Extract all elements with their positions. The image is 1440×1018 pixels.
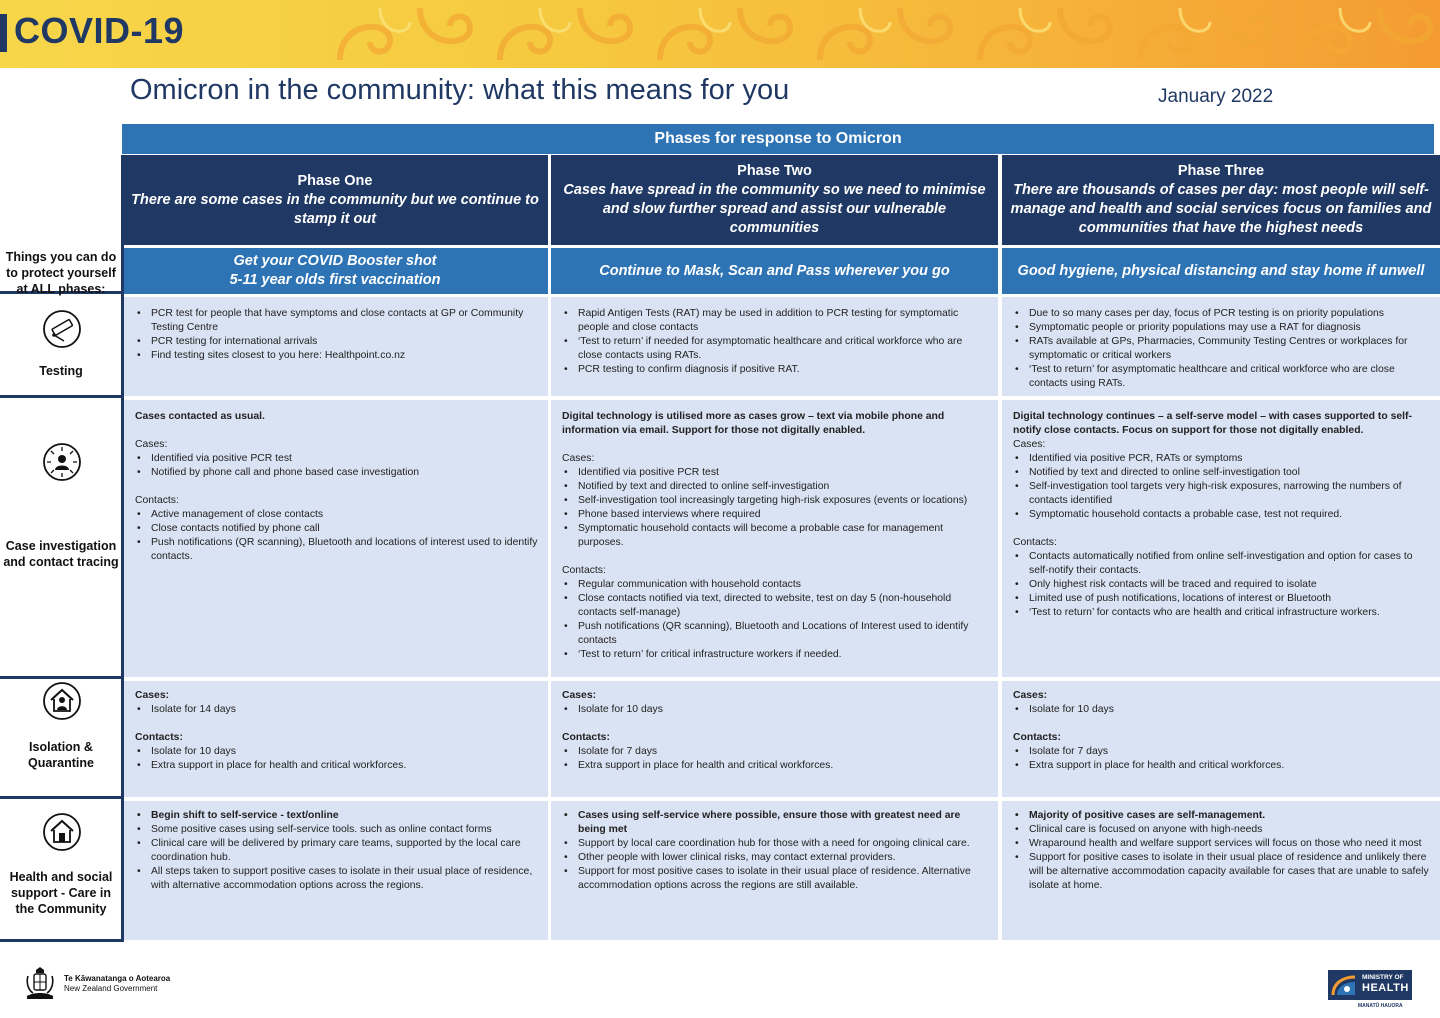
list-item: • Symptomatic people or priority populations may use a RAT for diagnosis bbox=[1013, 321, 1430, 335]
list-item: • ‘Test to return’ for critical infrastructure workers if needed. bbox=[562, 648, 988, 662]
list-item: • Isolate for 10 days bbox=[1013, 703, 1430, 717]
row-label-testing bbox=[0, 297, 122, 398]
list-item: • PCR testing to confirm diagnosis if positive RAT. bbox=[562, 363, 988, 377]
testing-phase-three bbox=[1002, 297, 1440, 396]
phase-three-header bbox=[1002, 155, 1440, 245]
row-label-case-investigation bbox=[0, 398, 122, 679]
list-item: • Rapid Antigen Tests (RAT) may be used in addition to PCR testing for symptomatic people and close contacts bbox=[562, 307, 988, 335]
intro-text: Cases contacted as usual. bbox=[135, 411, 265, 422]
phase-two-title: Phase Two bbox=[737, 163, 812, 179]
isolation-label: Isolation & Quarantine bbox=[28, 740, 94, 770]
list-item: • Identified via positive PCR test bbox=[562, 466, 988, 480]
list-item: • Extra support in place for health and critical workforces. bbox=[1013, 759, 1430, 773]
list-item: • Contacts automatically notified from online self-investigation and option for cases to self-notify their contacts. bbox=[1013, 550, 1430, 578]
intro-text: Digital technology continues – a self-serve model – with cases supported to self-notify close contacts. Focus on support for those not digitally enabled. bbox=[1013, 411, 1412, 436]
list-item: • Close contacts notified by phone call bbox=[135, 522, 538, 536]
list-item: • PCR test for people that have symptoms and close contacts at GP or Community Testing Centre bbox=[135, 307, 538, 335]
nz-government-logo bbox=[22, 966, 170, 1002]
list-item: • PCR testing for international arrivals bbox=[135, 335, 538, 349]
contacts-heading: Contacts: bbox=[135, 495, 179, 506]
list-item: • Symptomatic household contacts will become a probable case for management purposes. bbox=[562, 522, 988, 550]
health-social-phase-two bbox=[551, 801, 998, 940]
list-item: • Wraparound health and welfare support services will focus on those who need it most bbox=[1013, 837, 1430, 851]
list-item: • Regular communication with household contacts bbox=[562, 578, 988, 592]
all-phases-label: Things you can do to protect yourself at ALL phases: bbox=[0, 248, 122, 294]
testing-phase-two bbox=[551, 297, 998, 396]
list-item: • Find testing sites closest to you here: Healthpoint.co.nz bbox=[135, 349, 538, 363]
list-item: • Active management of close contacts bbox=[135, 508, 538, 522]
isolation-phase-two bbox=[551, 681, 998, 797]
ministry-line1: MINISTRY OF bbox=[1362, 974, 1404, 981]
list-item: • Push notifications (QR scanning), Bluetooth and locations of interest used to identify contacts. bbox=[135, 536, 538, 564]
list-item: • Cases using self-service where possible, ensure those with greatest need are being met bbox=[562, 809, 988, 837]
list-item: • Extra support in place for health and critical workforces. bbox=[135, 759, 538, 773]
phase-three-description: There are thousands of cases per day: most people will self-manage and health and social services focus on families and communities that have the highest needs bbox=[1010, 182, 1432, 236]
row-label-isolation bbox=[0, 679, 122, 799]
health-social-label: Health and social support - Care in the Community bbox=[9, 870, 113, 916]
koru-pattern-icon bbox=[330, 0, 1440, 68]
coat-of-arms-icon bbox=[22, 966, 58, 1002]
list-item: • RATs available at GPs, Pharmacies, Community Testing Centres or workplaces for symptomatic or critical workers bbox=[1013, 335, 1430, 363]
phase-one-title: Phase One bbox=[297, 172, 373, 189]
cases-heading: Cases: bbox=[135, 690, 170, 701]
publish-date: January 2022 bbox=[1158, 86, 1274, 107]
contacts-heading: Contacts: bbox=[1013, 537, 1057, 548]
gov-name-maori: Te Kāwanatanga o Aotearoa bbox=[64, 974, 171, 983]
list-item: • Notified by text and directed to online self-investigation bbox=[562, 480, 988, 494]
list-item: • Clinical care is focused on anyone with high-needs bbox=[1013, 823, 1430, 837]
list-item: • Some positive cases using self-service tools. such as online contact forms bbox=[135, 823, 538, 837]
isolation-phase-one bbox=[124, 681, 548, 797]
intro-text: Digital technology is utilised more as cases grow – text via mobile phone and information via email. Support for those not digitally enabled. bbox=[562, 411, 945, 436]
list-item: • Limited use of push notifications, locations of interest or Bluetooth bbox=[1013, 592, 1430, 606]
row-label-health-social bbox=[0, 799, 122, 942]
banner-accent-bar bbox=[0, 14, 7, 52]
testing-phase-one bbox=[124, 297, 548, 396]
list-item: • Isolate for 10 days bbox=[135, 745, 538, 759]
cases-heading: Cases: bbox=[135, 439, 168, 450]
cases-heading: Cases: bbox=[1013, 690, 1048, 701]
phase-one-tagline bbox=[122, 248, 548, 294]
list-item: • All steps taken to support positive cases to isolate in their usual place of residence, with alternative accommodation options across the regions. bbox=[135, 865, 538, 893]
list-item: • Close contacts notified via text, directed to website, test on day 5 (non-household contacts self-manage) bbox=[562, 592, 988, 620]
phase-two-description: Cases have spread in the community so we need to minimise and slow further spread and assist our vulnerable communities bbox=[563, 182, 986, 236]
list-item: • Isolate for 7 days bbox=[1013, 745, 1430, 759]
gov-name-english: New Zealand Government bbox=[64, 984, 158, 993]
phase-one-header bbox=[122, 155, 548, 245]
testing-label: Testing bbox=[39, 364, 83, 378]
contact-tracing-icon bbox=[42, 442, 82, 482]
list-item: • ‘Test to return’ if needed for asymptomatic healthcare and critical workforce who are close contacts using RATs. bbox=[562, 335, 988, 363]
health-social-phase-one bbox=[124, 801, 548, 940]
list-item: • Due to so many cases per day, focus of PCR testing is on priority populations bbox=[1013, 307, 1430, 321]
test-swab-icon bbox=[42, 309, 82, 349]
phase-two-tagline bbox=[551, 248, 998, 294]
list-item: • Self-investigation tool increasingly targeting high-risk exposures (events or locations) bbox=[562, 494, 988, 508]
contacts-heading: Contacts: bbox=[562, 565, 606, 576]
case-investigation-phase-one bbox=[124, 400, 548, 677]
phase-two-header bbox=[551, 155, 998, 245]
house-person-icon bbox=[42, 681, 82, 721]
list-item: • Clinical care will be delivered by primary care teams, supported by the local care coordination hub. bbox=[135, 837, 538, 865]
ministry-maori: MANATŪ HAUORA bbox=[1358, 1003, 1403, 1009]
top-banner bbox=[0, 0, 1440, 68]
list-item: • Begin shift to self-service - text/online bbox=[135, 809, 538, 823]
tagline-vaccination: 5-11 year olds first vaccination bbox=[229, 272, 441, 288]
list-item: • Identified via positive PCR test bbox=[135, 452, 538, 466]
list-item: • ‘Test to return’ for contacts who are health and critical infrastructure workers. bbox=[1013, 606, 1430, 620]
list-item: • Notified by text and directed to online self-investigation tool bbox=[1013, 466, 1430, 480]
banner-title: COVID-19 bbox=[14, 10, 185, 51]
case-investigation-phase-three bbox=[1002, 400, 1440, 677]
tagline-mask-scan-pass: Continue to Mask, Scan and Pass wherever you go bbox=[599, 262, 950, 279]
list-item: • Isolate for 14 days bbox=[135, 703, 538, 717]
cases-heading: Cases: bbox=[562, 453, 595, 464]
case-investigation-label: Case investigation and contact tracing bbox=[3, 539, 119, 569]
page-title: Omicron in the community: what this means for you bbox=[130, 74, 790, 106]
house-family-icon bbox=[42, 812, 82, 852]
contacts-heading: Contacts: bbox=[562, 732, 610, 743]
list-item: • Symptomatic household contacts a probable case, test not required. bbox=[1013, 508, 1430, 522]
list-item: • Support by local care coordination hub for those with a need for ongoing clinical care. bbox=[562, 837, 988, 851]
list-item: • ‘Test to return’ for asymptomatic healthcare and critical workforce who are close contacts using RATs. bbox=[1013, 363, 1430, 391]
column-divider bbox=[121, 155, 124, 942]
ministry-emblem-icon bbox=[1331, 973, 1359, 997]
health-social-phase-three bbox=[1002, 801, 1440, 940]
phases-heading: Phases for response to Omicron bbox=[122, 124, 1434, 154]
list-item: • Isolate for 7 days bbox=[562, 745, 988, 759]
tagline-hygiene: Good hygiene, physical distancing and stay home if unwell bbox=[1017, 262, 1425, 279]
list-item: • Only highest risk contacts will be traced and required to isolate bbox=[1013, 578, 1430, 592]
phase-three-tagline bbox=[1002, 248, 1440, 294]
ministry-line2: HEALTH bbox=[1362, 982, 1409, 994]
list-item: • Phone based interviews where required bbox=[562, 508, 988, 522]
list-item: • Self-investigation tool targets very high-risk exposures, narrowing the numbers of contacts identified bbox=[1013, 480, 1430, 508]
tagline-booster: Get your COVID Booster shot bbox=[233, 253, 437, 269]
isolation-phase-three bbox=[1002, 681, 1440, 797]
list-item: • Support for positive cases to isolate in their usual place of residence and unlikely there will be alternative accommodation capacity available for cases that are unable to safely isolate at home. bbox=[1013, 851, 1430, 893]
cases-heading: Cases: bbox=[1013, 439, 1046, 450]
list-item: • Identified via positive PCR, RATs or symptoms bbox=[1013, 452, 1430, 466]
list-item: • Push notifications (QR scanning), Bluetooth and Locations of Interest used to identify contacts bbox=[562, 620, 988, 648]
phase-one-description: There are some cases in the community but we continue to stamp it out bbox=[131, 191, 539, 227]
cases-heading: Cases: bbox=[562, 690, 597, 701]
list-item: • Other people with lower clinical risks, may contact external providers. bbox=[562, 851, 988, 865]
contacts-heading: Contacts: bbox=[1013, 732, 1061, 743]
list-item: • Isolate for 10 days bbox=[562, 703, 988, 717]
list-item: • Notified by phone call and phone based case investigation bbox=[135, 466, 538, 480]
list-item: • Support for most positive cases to isolate in their usual place of residence. Alternative accommodation options across the regions are still available. bbox=[562, 865, 988, 893]
phase-three-title: Phase Three bbox=[1177, 163, 1265, 179]
ministry-of-health-logo bbox=[1328, 970, 1412, 1009]
contacts-heading: Contacts: bbox=[135, 732, 183, 743]
list-item: • Extra support in place for health and critical workforces. bbox=[562, 759, 988, 773]
list-item: • Majority of positive cases are self-management. bbox=[1013, 809, 1430, 823]
case-investigation-phase-two bbox=[551, 400, 998, 677]
